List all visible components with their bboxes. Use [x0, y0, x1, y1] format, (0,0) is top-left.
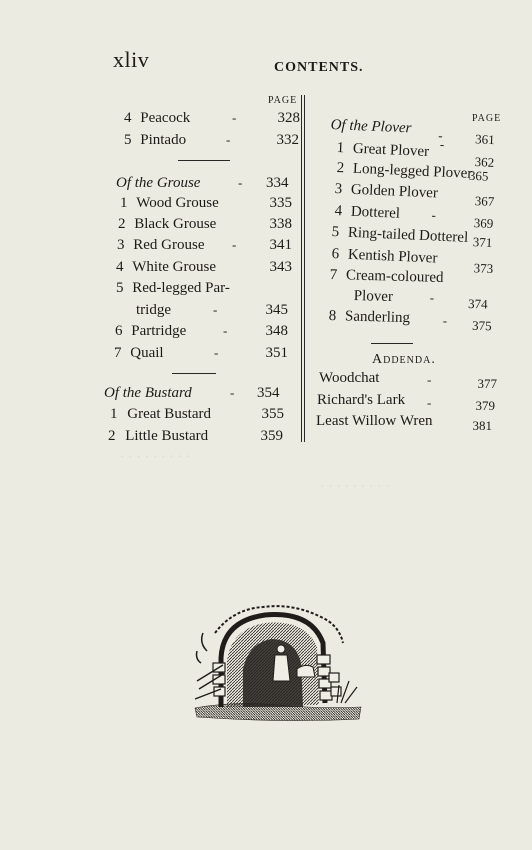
entry-page: 371: [472, 234, 493, 251]
entry-page: 365: [468, 167, 489, 184]
entry-name: Cream-coloured: [345, 267, 444, 286]
entry-number: 5: [116, 280, 124, 296]
contents-entry: [124, 110, 300, 127]
contents-entry: [110, 406, 284, 423]
entry-name: Red-legged Par-: [132, 280, 230, 296]
page-column-heading: PAGE: [268, 95, 298, 106]
entry-page: 348: [265, 323, 288, 339]
contents-entry: [331, 224, 493, 251]
contents-entry: [328, 308, 492, 334]
entry-name: Great Bustard: [127, 406, 211, 422]
page-number: xliv: [113, 47, 150, 72]
contents-entry: [108, 428, 283, 445]
entry-name: Pintado: [140, 132, 187, 148]
section-separator: [172, 373, 216, 374]
entry-page: 367: [474, 193, 495, 209]
contents-entry: [118, 216, 292, 233]
entry-name: Black Grouse: [134, 216, 217, 232]
leader-dash: -: [232, 237, 237, 252]
entry-name: Sanderling: [344, 308, 411, 327]
entry-name: Plover: [353, 288, 394, 306]
leader-dash: -: [230, 385, 235, 400]
contents-entry: [116, 280, 230, 297]
entry-page: 381: [472, 418, 492, 433]
entry-number: 5: [331, 224, 340, 241]
entry-number: 2: [336, 160, 345, 177]
leader-dash: -: [214, 345, 219, 360]
contents-entry-continued: [136, 302, 288, 319]
page-header: [0, 0, 532, 90]
entry-name: Peacock: [140, 110, 191, 126]
entry-page: 375: [471, 317, 492, 334]
section-separator: [371, 343, 413, 344]
entry-name: Kentish Plover: [347, 246, 438, 267]
contents-entry: [334, 181, 495, 209]
entry-number: 3: [117, 237, 125, 253]
leader-dash: -: [213, 302, 218, 317]
addenda-entry: [319, 370, 497, 391]
entry-name: Partridge: [131, 323, 187, 339]
column-divider: [301, 95, 305, 442]
entry-name: Golden Plover: [350, 181, 439, 202]
leader-dash: -: [232, 110, 237, 125]
entry-number: 6: [331, 246, 340, 263]
entry-number: 2: [108, 428, 116, 444]
section-title-text: Of the Bustard: [104, 385, 192, 401]
entry-number: 4: [116, 259, 124, 275]
section-title-grouse: [116, 175, 289, 192]
leader-dash: -: [226, 132, 231, 147]
entry-number: 4: [124, 110, 132, 126]
entry-number: 4: [334, 203, 343, 220]
contents-entry: [117, 237, 292, 254]
entry-page: 379: [475, 398, 495, 413]
entry-name: Least Willow Wren: [316, 413, 433, 429]
contents-entry: [334, 203, 494, 231]
contents-entry-continued: [353, 288, 488, 312]
leader-dash: -: [429, 289, 435, 306]
entry-name: Little Bustard: [125, 428, 209, 444]
entry-number: 8: [328, 308, 337, 325]
contents-entry: [114, 345, 288, 362]
woodcut-vignette-image: [193, 603, 363, 725]
leader-dash: -: [238, 175, 243, 190]
entry-page: 355: [261, 406, 284, 422]
entry-name: Red Grouse: [133, 237, 205, 253]
entry-number: 3: [334, 181, 343, 198]
entry-name: Quail: [130, 345, 164, 361]
entry-page: 362: [474, 154, 495, 170]
entry-name: Woodchat: [319, 370, 380, 386]
entry-page: 351: [265, 345, 288, 361]
entry-name: Long-legged Plover: [352, 160, 473, 182]
entry-page: 338: [269, 216, 292, 232]
contents-entry: [336, 160, 489, 184]
entry-name: Wood Grouse: [136, 195, 219, 211]
entry-number: 7: [114, 345, 122, 361]
entry-name: White Grouse: [132, 259, 216, 275]
page-title: CONTENTS.: [274, 60, 364, 75]
entry-page: 361: [474, 131, 495, 148]
entry-number: 1: [120, 195, 128, 211]
entry-page: 359: [260, 428, 283, 444]
leader-dash: -: [437, 127, 443, 143]
entry-number: 1: [336, 140, 345, 157]
leader-dash: -: [223, 323, 228, 338]
leader-dash: -: [427, 372, 432, 387]
entry-page: 328: [277, 110, 300, 126]
entry-page: 343: [269, 259, 292, 275]
section-title-plover: [330, 117, 495, 148]
entry-name: Ring-tailed Dotterel: [347, 224, 469, 246]
leader-dash: -: [439, 136, 445, 152]
leader-dash: -: [427, 395, 432, 410]
contents-entry: [115, 323, 288, 340]
entry-number: 1: [110, 406, 118, 422]
entry-page: 373: [473, 260, 494, 277]
page-column-heading: PAGE: [472, 113, 502, 124]
section-title-bustard: [104, 385, 280, 402]
contents-entry: [116, 259, 292, 276]
entry-number: 6: [115, 323, 123, 339]
contents-entry: [330, 267, 444, 287]
leader-dash: -: [431, 207, 437, 223]
section-title-text: Of the Grouse: [116, 175, 201, 191]
leader-dash: -: [442, 312, 448, 329]
entry-page: 335: [269, 195, 292, 211]
entry-page: 374: [467, 295, 488, 312]
entry-name: tridge: [136, 302, 171, 318]
entry-name: Great Plover: [352, 140, 430, 161]
addenda-entry: [317, 392, 495, 413]
addenda-entry: [316, 413, 492, 433]
section-title-text: Of the Plover: [330, 117, 412, 137]
section-separator: [178, 160, 230, 161]
entry-name: Dotterel: [350, 203, 401, 222]
entry-page: 377: [477, 376, 497, 391]
entry-page: 332: [276, 132, 299, 148]
entry-page: 334: [266, 175, 289, 191]
entry-page: 345: [265, 302, 288, 318]
addenda-title: Addenda.: [372, 352, 436, 367]
entry-page: 354: [257, 385, 280, 401]
contents-entry: [124, 132, 299, 149]
entry-page: 369: [473, 215, 494, 231]
entry-number: 7: [329, 267, 338, 284]
contents-entry: [120, 195, 292, 212]
entry-page: 341: [269, 237, 292, 253]
entry-number: 5: [124, 132, 132, 148]
entry-name: Richard's Lark: [317, 392, 406, 408]
entry-number: 2: [118, 216, 126, 232]
